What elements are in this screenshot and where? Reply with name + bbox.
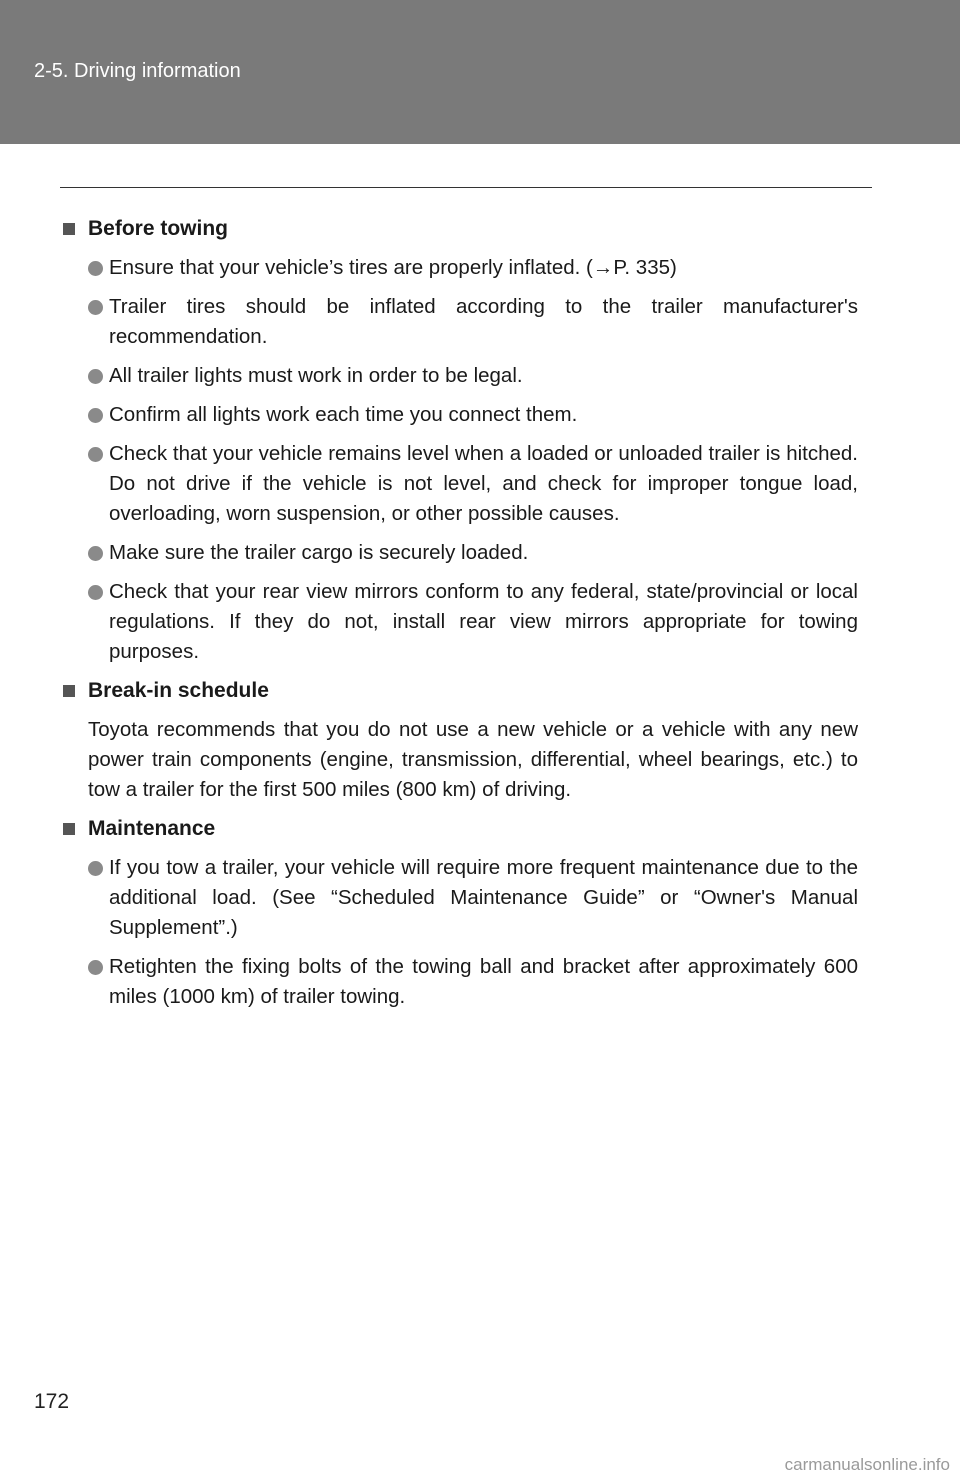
circle-bullet-icon (88, 585, 103, 600)
bullet-item (109, 253, 858, 283)
bullet-text: If you tow a trailer, your vehicle will require more frequent maintenance due to the additional load. (See “Scheduled Maintenance Guide” or “Owner's Manual Supplement”.) (109, 856, 858, 939)
heading-break-in-schedule (88, 676, 858, 706)
section-title: 2-5. Driving information (34, 60, 241, 82)
circle-bullet-icon (88, 960, 103, 975)
circle-bullet-icon (88, 300, 103, 315)
circle-bullet-icon (88, 261, 103, 276)
bullet-item (109, 439, 858, 529)
bullet-text: Check that your vehicle remains level when a loaded or unloaded trailer is hitched. Do not drive if the vehicle is not level, and check for improper tongue load, overloading, worn suspension, or other possible causes. (109, 442, 858, 525)
heading-text: Break-in schedule (88, 679, 269, 702)
heading-maintenance (88, 814, 858, 844)
bullet-item (109, 952, 858, 1012)
circle-bullet-icon (88, 447, 103, 462)
break-in-paragraph: Toyota recommends that you do not use a new vehicle or a vehicle with any new power train components (engine, transmission, differential, wheel bearings, etc.) to tow a trailer for the first 500 miles (800 km) of driving. (88, 718, 858, 801)
heading-text: Before towing (88, 217, 228, 240)
bullet-text: Confirm all lights work each time you connect them. (109, 403, 578, 426)
bullet-text: All trailer lights must work in order to be legal. (109, 364, 523, 387)
bullet-text: Retighten the fixing bolts of the towing ball and bracket after approximately 600 miles (1000 km) of trailer towing. (109, 955, 858, 1008)
bullet-text: Check that your rear view mirrors conform to any federal, state/provincial or local regulations. If they do not, install rear view mirrors appropriate for towing purposes. (109, 580, 858, 663)
page-header (0, 0, 960, 144)
header-rule (60, 187, 872, 188)
watermark: carmanualsonline.info (784, 1455, 950, 1474)
bullet-text: Ensure that your vehicle’s tires are properly inflated. (→P. 335) (109, 256, 677, 279)
square-bullet-icon (63, 823, 75, 835)
circle-bullet-icon (88, 408, 103, 423)
page-number: 172 (34, 1390, 70, 1413)
bullet-item (109, 361, 858, 391)
circle-bullet-icon (88, 546, 103, 561)
circle-bullet-icon (88, 369, 103, 384)
square-bullet-icon (63, 685, 75, 697)
bullet-item (109, 292, 858, 352)
page-content (88, 214, 858, 1021)
square-bullet-icon (63, 223, 75, 235)
bullet-item (109, 538, 858, 568)
bullet-text: Make sure the trailer cargo is securely loaded. (109, 541, 529, 564)
bullet-item (109, 400, 858, 430)
bullet-text: Trailer tires should be inflated according to the trailer manufacturer's recommendation. (109, 295, 858, 348)
bullet-item (109, 577, 858, 667)
heading-before-towing (88, 214, 858, 244)
heading-text: Maintenance (88, 817, 216, 840)
circle-bullet-icon (88, 861, 103, 876)
bullet-item (109, 853, 858, 943)
